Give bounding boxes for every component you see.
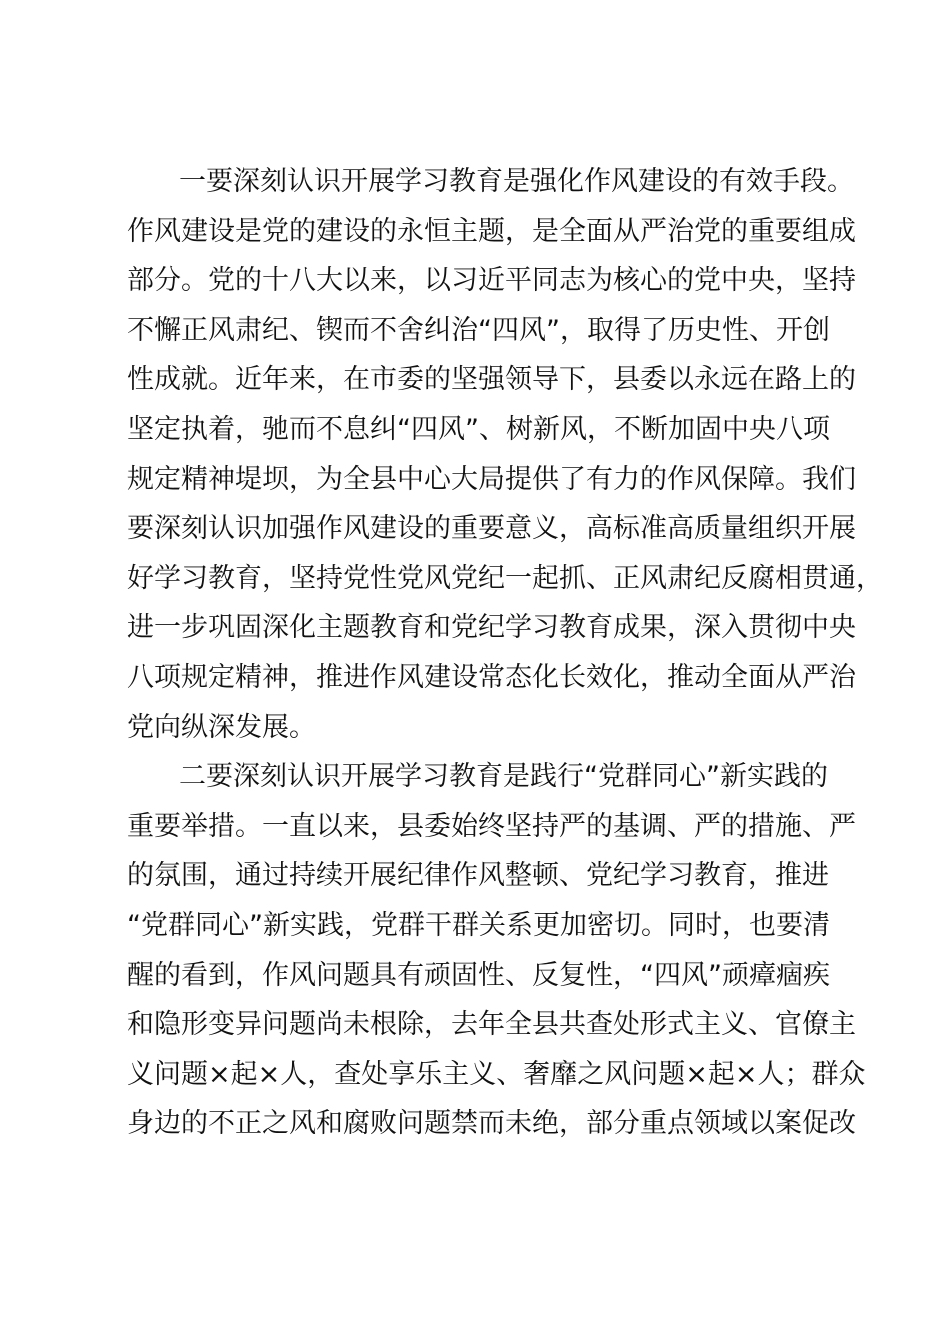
paragraph-line: 二要深刻认识开展学习教育是践行“党群同心”新实践的 <box>179 761 828 793</box>
paragraph-line: 八项规定精神，推进作风建设常态化长效化，推动全面从严治 <box>127 661 856 693</box>
body-text <box>127 157 883 1149</box>
paragraph-line: 醒的看到，作风问题具有顽固性、反复性，“四风”顽瘴痼疾 <box>127 959 830 991</box>
paragraph-1 <box>127 157 883 752</box>
paragraph-line: 规定精神堤坝，为全县中心大局提供了有力的作风保障。我们 <box>127 463 856 495</box>
paragraph-line: 一要深刻认识开展学习教育是强化作风建设的有效手段。 <box>179 166 854 197</box>
paragraph-line: 党向纵深发展。 <box>127 711 316 743</box>
paragraph-line: 重要举措。一直以来，县委始终坚持严的基调、严的措施、严 <box>127 810 856 842</box>
paragraph-line: 不懈正风肃纪、锲而不舍纠治“四风”，取得了历史性、开创 <box>127 314 830 346</box>
paragraph-line: 和隐形变异问题尚未根除，去年全县共查处形式主义、官僚主 <box>127 1009 856 1041</box>
paragraph-line: 身边的不正之风和腐败问题禁而未绝，部分重点领域以案促改 <box>127 1108 856 1140</box>
paragraph-line: 作风建设是党的建设的永恒主题，是全面从严治党的重要组成 <box>127 215 856 247</box>
paragraph-line: 要深刻认识加强作风建设的重要意义，高标准高质量组织开展 <box>127 513 856 545</box>
paragraph-line: 好学习教育，坚持党性党风党纪一起抓、正风肃纪反腐相贯通， <box>127 562 883 594</box>
paragraph-line: 性成就。近年来，在市委的坚强领导下，县委以永远在路上的 <box>127 364 856 396</box>
paragraph-line: 进一步巩固深化主题教育和党纪学习教育成果，深入贯彻中央 <box>127 612 856 644</box>
paragraph-line: 坚定执着，驰而不息纠“四风”、树新风，不断加固中央八项 <box>127 413 830 445</box>
paragraph-line: 的氛围，通过持续开展纪律作风整顿、党纪学习教育，推进 <box>127 860 829 892</box>
paragraph-line: 部分。党的十八大以来，以习近平同志为核心的党中央，坚持 <box>127 265 856 297</box>
paragraph-2 <box>127 752 866 1149</box>
paragraph-line: “党群同心”新实践，党群干群关系更加密切。同时，也要清 <box>127 909 830 941</box>
paragraph-line: 义问题×起×人，查处享乐主义、奢靡之风问题×起×人；群众 <box>127 1058 866 1090</box>
